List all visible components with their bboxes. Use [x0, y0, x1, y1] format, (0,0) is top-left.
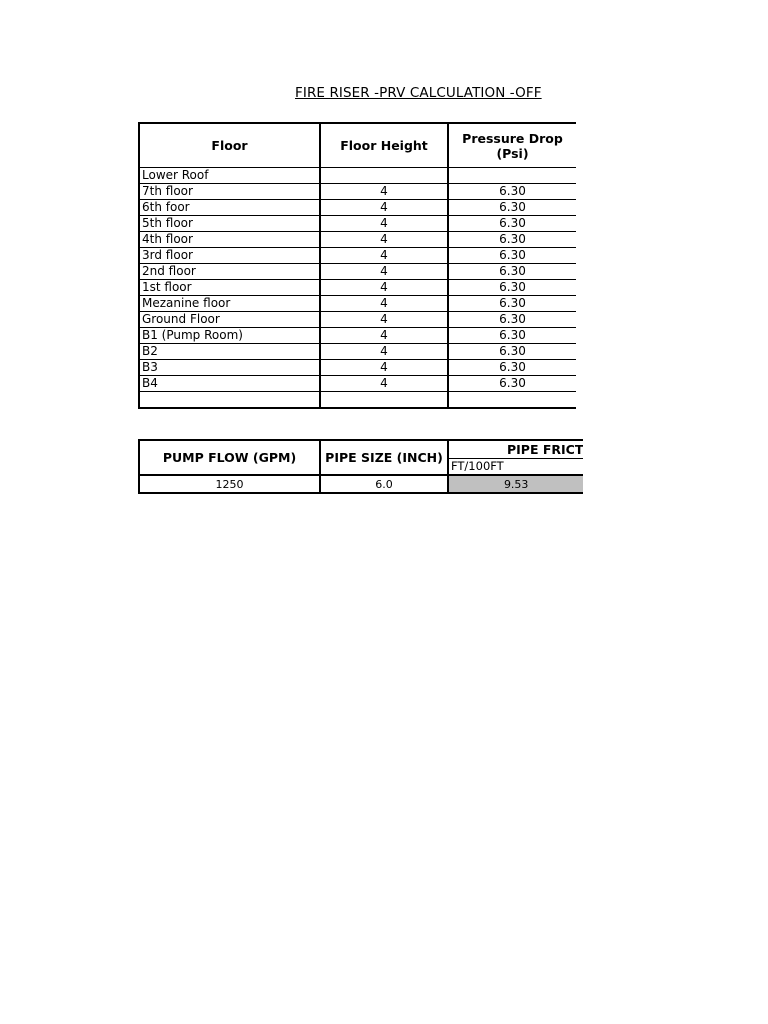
table-row — [139, 344, 576, 360]
floor-height-cell[interactable]: 4 — [320, 200, 448, 216]
floor-height-cell[interactable]: 4 — [320, 232, 448, 248]
floor-height-cell[interactable] — [320, 392, 448, 409]
pipe-friction-value[interactable]: 9.53 — [448, 475, 583, 493]
table-row — [139, 184, 576, 200]
pressure-drop-cell[interactable]: 6.30 — [448, 184, 576, 200]
pressure-drop-cell[interactable]: 6.30 — [448, 312, 576, 328]
floor-height-cell[interactable]: 4 — [320, 296, 448, 312]
floor-height-cell[interactable] — [320, 168, 448, 184]
pipe-friction-table — [138, 439, 583, 494]
pressure-drop-cell[interactable]: 6.30 — [448, 344, 576, 360]
floor-cell[interactable]: B3 — [139, 360, 320, 376]
header-pipe-size: PIPE SIZE (INCH) — [320, 440, 448, 475]
floor-height-cell[interactable]: 4 — [320, 344, 448, 360]
floor-height-cell[interactable]: 4 — [320, 312, 448, 328]
header-floor: Floor — [139, 123, 320, 168]
table-header-row — [139, 123, 576, 168]
friction-unit: FT/100FT — [448, 458, 583, 475]
header-pipe-friction: PIPE FRICT — [448, 440, 583, 458]
floor-height-cell[interactable]: 4 — [320, 184, 448, 200]
floor-height-cell[interactable]: 4 — [320, 360, 448, 376]
pressure-drop-cell[interactable] — [448, 168, 576, 184]
floor-height-cell[interactable]: 4 — [320, 216, 448, 232]
table-row — [139, 296, 576, 312]
floor-height-cell[interactable]: 4 — [320, 264, 448, 280]
floor-cell[interactable]: Lower Roof — [139, 168, 320, 184]
pressure-drop-cell[interactable]: 6.30 — [448, 248, 576, 264]
table-row — [139, 248, 576, 264]
table-row — [139, 168, 576, 184]
pressure-drop-cell[interactable] — [448, 392, 576, 409]
floor-cell[interactable]: 5th floor — [139, 216, 320, 232]
pressure-drop-cell[interactable]: 6.30 — [448, 216, 576, 232]
floor-pressure-table — [138, 122, 576, 409]
pressure-drop-cell[interactable]: 6.30 — [448, 360, 576, 376]
floor-cell[interactable] — [139, 392, 320, 409]
header-floor-height: Floor Height — [320, 123, 448, 168]
table-row — [139, 232, 576, 248]
floor-cell[interactable]: 6th foor — [139, 200, 320, 216]
table-row — [139, 360, 576, 376]
pump-flow-value: 1250 — [139, 475, 320, 493]
floor-cell[interactable]: 1st floor — [139, 280, 320, 296]
sheet-title: FIRE RISER -PRV CALCULATION -OFF — [295, 85, 542, 101]
pressure-drop-cell[interactable]: 6.30 — [448, 280, 576, 296]
pressure-drop-cell[interactable]: 6.30 — [448, 232, 576, 248]
table-row — [139, 328, 576, 344]
pressure-drop-cell[interactable]: 6.30 — [448, 376, 576, 392]
table-row — [139, 376, 576, 392]
floor-cell[interactable]: B4 — [139, 376, 320, 392]
header-pressure-drop — [448, 123, 576, 168]
floor-height-cell[interactable]: 4 — [320, 328, 448, 344]
table-row — [139, 312, 576, 328]
floor-cell[interactable]: 4th floor — [139, 232, 320, 248]
floor-cell[interactable]: 7th floor — [139, 184, 320, 200]
floor-height-cell[interactable]: 4 — [320, 280, 448, 296]
pressure-drop-cell[interactable]: 6.30 — [448, 328, 576, 344]
header-pressure-drop-line1: Pressure Drop — [462, 130, 563, 146]
floor-cell[interactable]: Ground Floor — [139, 312, 320, 328]
pressure-drop-cell[interactable]: 6.30 — [448, 200, 576, 216]
floor-cell[interactable]: B2 — [139, 344, 320, 360]
pipe-size-value: 6.0 — [320, 475, 448, 493]
floor-cell[interactable]: 3rd floor — [139, 248, 320, 264]
header-pressure-drop-line2: (Psi) — [496, 145, 529, 161]
pressure-drop-cell[interactable]: 6.30 — [448, 296, 576, 312]
floor-cell[interactable]: 2nd floor — [139, 264, 320, 280]
floor-cell[interactable]: B1 (Pump Room) — [139, 328, 320, 344]
table-row — [139, 264, 576, 280]
header-pump-flow: PUMP FLOW (GPM) — [139, 440, 320, 475]
table-row — [139, 392, 576, 409]
floor-height-cell[interactable]: 4 — [320, 248, 448, 264]
table-row — [139, 280, 576, 296]
table-row — [139, 200, 576, 216]
table-row — [139, 216, 576, 232]
floor-height-cell[interactable]: 4 — [320, 376, 448, 392]
pressure-drop-cell[interactable]: 6.30 — [448, 264, 576, 280]
floor-cell[interactable]: Mezanine floor — [139, 296, 320, 312]
